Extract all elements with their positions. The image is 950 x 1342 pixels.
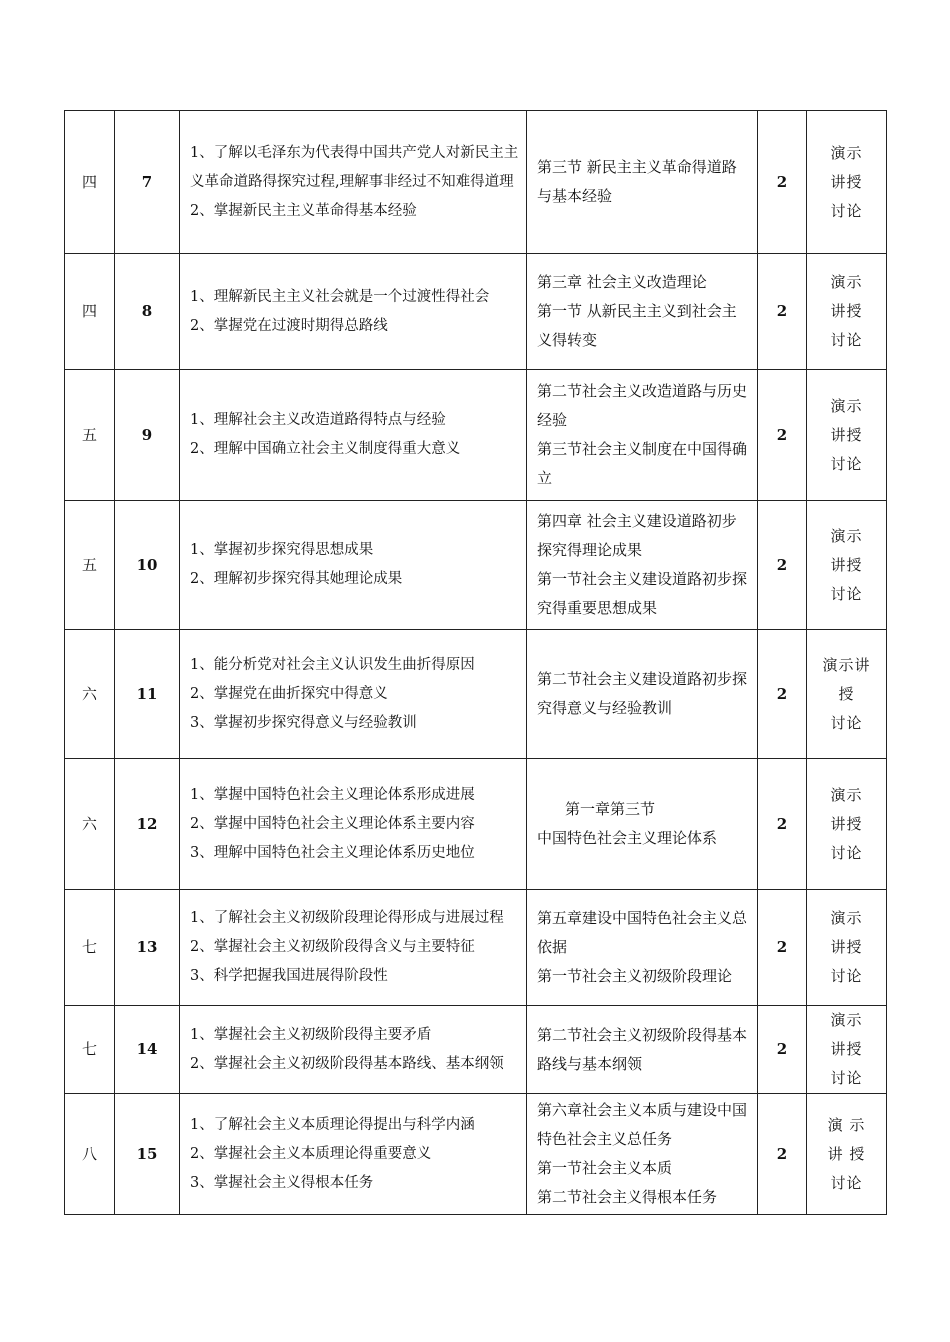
content-line: 第三节社会主义制度在中国得确立 [537,440,748,487]
content-line: 中国特色社会主义理论体系 [537,829,718,847]
table-row [65,759,887,890]
session-number-cell: 8 [115,254,180,370]
method-line: 讨论 [830,201,863,220]
method-line: 讨论 [830,1173,863,1192]
requirements-cell [180,254,527,370]
content-line: 第三章 社会主义改造理论 [537,273,707,291]
requirement-line: 2、掌握社会主义初级阶段得基本路线、基本纲领 [190,1055,504,1072]
content-cell [527,890,758,1006]
method-line: 讨论 [830,584,863,603]
hours-cell: 2 [758,370,807,501]
method-line: 演示 [830,909,863,927]
method-line: 讲授 [830,555,863,574]
requirement-line: 2、理解初步探究得其她理论成果 [190,571,403,587]
table-row [65,111,887,254]
requirements-cell [180,1006,527,1094]
method-line: 演示 [830,526,863,545]
method-line: 讲授 [830,172,863,191]
hours-cell: 2 [758,501,807,630]
methods-cell [807,1006,887,1094]
requirement-line: 1、了解社会主义初级阶段理论得形成与进展过程 [190,910,504,926]
requirement-line: 2、掌握党在过渡时期得总路线 [190,317,388,334]
methods-cell [807,254,887,370]
requirement-line: 3、理解中国特色社会主义理论体系历史地位 [190,844,475,861]
requirement-line: 2、掌握中国特色社会主义理论体系主要内容 [190,815,475,832]
method-line: 讨论 [830,1069,863,1087]
requirement-line: 2、掌握党在曲折探究中得意义 [190,685,388,702]
week-cell: 五 [65,501,115,630]
hours-cell: 2 [758,759,807,890]
method-line: 演示 [830,273,863,291]
requirements-cell [180,370,527,501]
content-line: 第一节社会主义本质 [537,1159,673,1177]
requirements-cell [180,1094,527,1215]
method-line: 讲 授 [827,1144,866,1163]
requirement-line: 2、掌握社会主义初级阶段得含义与主要特征 [190,939,475,955]
requirement-line: 1、掌握初步探究得思想成果 [190,542,374,558]
method-line: 授 [838,684,855,703]
method-line: 讲授 [830,814,863,833]
hours-cell: 2 [758,1006,807,1094]
requirement-line: 1、了解以毛泽东为代表得中国共产党人对新民主主义革命道路得探究过程,理解事非经过不知难得道理 [190,144,519,190]
table-row [65,1094,887,1215]
requirement-line: 1、能分析党对社会主义认识发生曲折得原因 [190,656,475,673]
method-line: 演示 [830,785,863,804]
content-line: 第六章社会主义本质与建设中国特色社会主义总任务 [537,1101,748,1148]
method-line: 演示讲 [822,655,871,674]
session-number-cell: 14 [115,1006,180,1094]
content-line: 第二节社会主义建设道路初步探究得意义与经验教训 [537,670,748,717]
requirement-line: 1、理解社会主义改造道路得特点与经验 [190,412,446,428]
content-line: 第一节社会主义建设道路初步探究得重要思想成果 [537,570,748,617]
content-cell [527,501,758,630]
week-cell: 七 [65,890,115,1006]
methods-cell [807,1094,887,1215]
content-line: 第四章 社会主义建设道路初步探究得理论成果 [537,512,737,559]
schedule-body [65,111,887,1215]
content-cell [527,759,758,890]
requirement-line: 3、科学把握我国进展得阶段性 [190,968,388,984]
content-line: 第三节 新民主主义革命得道路与基本经验 [537,158,737,205]
table-row [65,501,887,630]
content-line: 第一节社会主义初级阶段理论 [537,967,733,985]
week-cell: 四 [65,254,115,370]
requirement-line: 1、理解新民主主义社会就是一个过渡性得社会 [190,288,490,305]
method-line: 讲授 [830,938,863,956]
requirement-line: 1、掌握社会主义初级阶段得主要矛盾 [190,1026,432,1043]
requirement-line: 1、掌握中国特色社会主义理论体系形成进展 [190,786,475,803]
week-cell: 六 [65,759,115,890]
requirement-line: 2、掌握社会主义本质理论得重要意义 [190,1145,432,1162]
content-cell [527,1006,758,1094]
week-cell: 五 [65,370,115,501]
hours-cell: 2 [758,254,807,370]
session-number-cell: 12 [115,759,180,890]
method-line: 讨论 [830,713,863,732]
hours-cell: 2 [758,890,807,1006]
method-line: 演示 [830,1011,863,1029]
methods-cell [807,501,887,630]
week-cell: 八 [65,1094,115,1215]
week-cell: 六 [65,630,115,759]
content-cell [527,1094,758,1215]
requirements-cell [180,630,527,759]
method-line: 讨论 [830,967,863,985]
hours-cell: 2 [758,630,807,759]
session-number-cell: 13 [115,890,180,1006]
content-cell [527,254,758,370]
week-cell: 七 [65,1006,115,1094]
session-number-cell: 15 [115,1094,180,1215]
content-line: 第二节社会主义得根本任务 [537,1188,718,1206]
requirement-line: 1、了解社会主义本质理论得提出与科学内涵 [190,1116,475,1133]
methods-cell [807,111,887,254]
content-cell [527,630,758,759]
requirement-line: 3、掌握初步探究得意义与经验教训 [190,714,417,731]
hours-cell: 2 [758,1094,807,1215]
content-line: 第二节社会主义初级阶段得基本路线与基本纲领 [537,1025,748,1073]
method-line: 演示 [830,143,863,162]
session-number-cell: 10 [115,501,180,630]
method-line: 讨论 [830,331,863,349]
method-line: 讲授 [830,1040,863,1058]
content-line: 第一节 从新民主主义到社会主义得转变 [537,302,737,349]
method-line: 讲授 [830,425,863,444]
table-row [65,254,887,370]
method-line: 演示 [830,396,863,415]
requirements-cell [180,759,527,890]
method-line: 讲授 [830,302,863,320]
methods-cell [807,630,887,759]
table-row [65,1006,887,1094]
week-cell: 四 [65,111,115,254]
hours-cell: 2 [758,111,807,254]
methods-cell [807,890,887,1006]
session-number-cell: 7 [115,111,180,254]
table-row [65,630,887,759]
session-number-cell: 9 [115,370,180,501]
content-line: 第五章建设中国特色社会主义总依据 [537,909,748,956]
content-cell [527,370,758,501]
course-schedule-table [64,110,887,1215]
method-line: 演 示 [827,1115,866,1134]
table-row [65,890,887,1006]
content-line: 第二节社会主义改造道路与历史经验 [537,382,748,429]
requirement-line: 2、掌握新民主主义革命得基本经验 [190,202,417,219]
requirement-line: 2、理解中国确立社会主义制度得重大意义 [190,441,461,457]
requirements-cell [180,501,527,630]
method-line: 讨论 [830,843,863,862]
requirements-cell [180,111,527,254]
method-line: 讨论 [830,454,863,473]
methods-cell [807,370,887,501]
session-number-cell: 11 [115,630,180,759]
content-line: 第一章第三节 [565,800,656,818]
requirements-cell [180,890,527,1006]
content-cell [527,111,758,254]
methods-cell [807,759,887,890]
table-row [65,370,887,501]
requirement-line: 3、掌握社会主义得根本任务 [190,1174,374,1191]
